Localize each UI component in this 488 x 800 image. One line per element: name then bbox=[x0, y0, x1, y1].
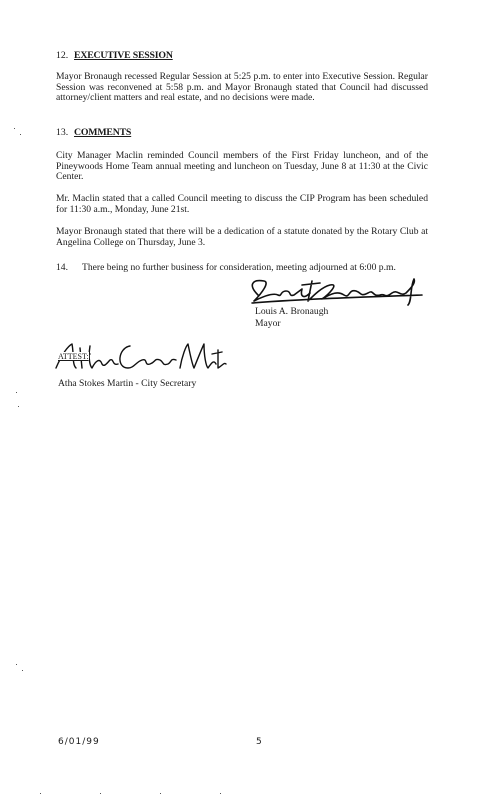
mayor-name: Louis A. Bronaugh bbox=[255, 306, 329, 317]
section-title: EXECUTIVE SESSION bbox=[74, 50, 173, 61]
executive-session-paragraph: Mayor Bronaugh recessed Regular Session at 5:25 p.m. to enter into Executive Session. Regular Session was reconvened at 5:58 p.m. and Mayor Bronaugh stated that Council had discussed attorney/client matters and real estate, and no decisions were made. bbox=[56, 71, 428, 104]
scan-speck bbox=[18, 406, 19, 407]
adjournment-paragraph bbox=[56, 263, 428, 274]
scan-speck bbox=[100, 793, 101, 794]
scan-speck bbox=[16, 664, 17, 665]
city-secretary-name: Atha Stokes Martin - City Secretary bbox=[58, 378, 197, 389]
section-number: 12. bbox=[56, 50, 69, 61]
section-number: 13. bbox=[56, 127, 69, 138]
footer-date: 6/01/99 bbox=[58, 737, 100, 747]
scan-speck bbox=[20, 134, 21, 135]
attest-label: ATTEST: bbox=[58, 352, 89, 361]
scan-speck bbox=[40, 793, 41, 794]
scan-speck bbox=[22, 670, 23, 671]
scan-speck bbox=[16, 392, 17, 393]
scan-speck bbox=[220, 793, 221, 794]
scan-speck bbox=[160, 793, 161, 794]
mayor-signature bbox=[244, 275, 434, 307]
section-13-heading bbox=[56, 127, 131, 138]
comments-paragraph-1: City Manager Maclin reminded Council members of the First Friday luncheon, and of the Pineywoods Home Team annual meeting and luncheon on Tuesday, June 8 at 11:30 at the Civic Center. bbox=[56, 150, 428, 183]
comments-paragraph-3: Mayor Bronaugh stated that there will be a dedication of a statute donated by the Rotary Club at Angelina College on Thursday, June 3. bbox=[56, 226, 428, 248]
section-title: COMMENTS bbox=[74, 127, 132, 138]
adjournment-text: There being no further business for consideration, meeting adjourned at 6:00 p.m. bbox=[82, 262, 396, 273]
scan-speck bbox=[14, 128, 15, 129]
mayor-title: Mayor bbox=[255, 318, 281, 329]
section-12-heading bbox=[56, 50, 173, 61]
section-number: 14. bbox=[56, 262, 68, 273]
comments-paragraph-2: Mr. Maclin stated that a called Council meeting to discuss the CIP Program has been scheduled for 11:30 a.m., Monday, June 21st. bbox=[56, 193, 428, 215]
footer-page-number: 5 bbox=[256, 737, 263, 747]
